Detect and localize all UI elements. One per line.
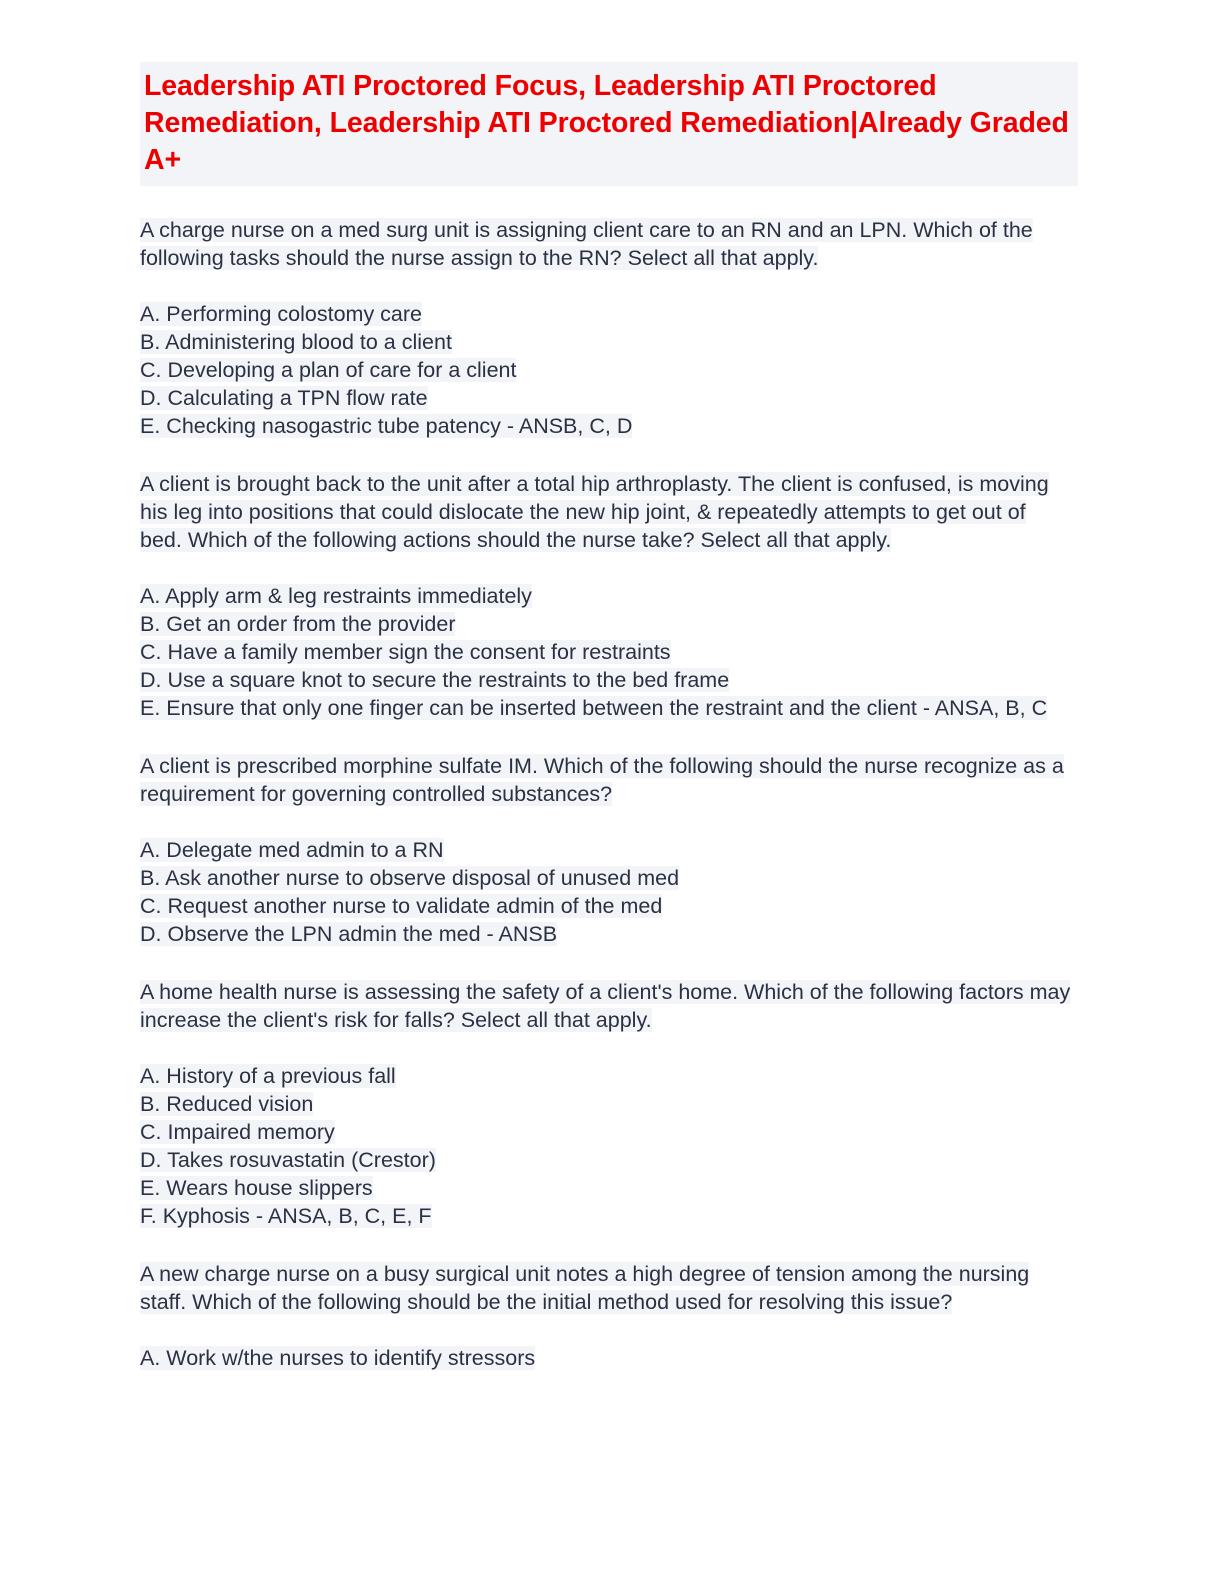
- question-stem-text: A home health nurse is assessing the safety of a client's home. Which of the following factors may increase the client's risk for falls? Select all that apply.: [140, 980, 1071, 1032]
- list-item: [140, 610, 1072, 638]
- option-text: C. Developing a plan of care for a client: [140, 358, 517, 382]
- option-text: A. History of a previous fall: [140, 1064, 396, 1088]
- option-text: D. Takes rosuvastatin (Crestor): [140, 1148, 436, 1172]
- option-text: B. Administering blood to a client: [140, 330, 452, 354]
- option-list: [140, 582, 1080, 722]
- option-list: [140, 300, 1080, 440]
- list-item: [140, 1344, 1072, 1372]
- list-item: [140, 412, 1072, 440]
- option-text: B. Ask another nurse to observe disposal of unused med: [140, 866, 680, 890]
- question-stem-text: A client is prescribed morphine sulfate IM. Which of the following should the nurse recognize as a requirement for governing controlled substances?: [140, 754, 1064, 806]
- question-stem: [140, 470, 1072, 554]
- list-item: [140, 638, 1072, 666]
- list-item: [140, 892, 1072, 920]
- question-block: [140, 216, 1080, 440]
- list-item: [140, 300, 1072, 328]
- question-stem-text: A charge nurse on a med surg unit is assigning client care to an RN and an LPN. Which of the following tasks should the nurse assign to the RN? Select all that apply.: [140, 218, 1033, 270]
- option-text: F. Kyphosis - ANSA, B, C, E, F: [140, 1204, 432, 1228]
- question-block: [140, 978, 1080, 1230]
- list-item: [140, 920, 1072, 948]
- list-item: [140, 666, 1072, 694]
- option-text: A. Delegate med admin to a RN: [140, 838, 444, 862]
- list-item: [140, 582, 1072, 610]
- page-title: Leadership ATI Proctored Focus, Leadership ATI Proctored Remediation, Leadership ATI Proctored Remediation|Already Graded A+: [140, 62, 1078, 186]
- question-stem: [140, 1260, 1072, 1316]
- option-list: [140, 1344, 1080, 1372]
- option-text: C. Request another nurse to validate admin of the med: [140, 894, 663, 918]
- option-text: C. Impaired memory: [140, 1120, 335, 1144]
- option-text: B. Get an order from the provider: [140, 612, 456, 636]
- list-item: [140, 1062, 1072, 1090]
- question-stem-text: A client is brought back to the unit after a total hip arthroplasty. The client is confused, is moving his leg into positions that could dislocate the new hip joint, & repeatedly attempts to get out of bed. Which of the following actions should the nurse take? Select all that apply.: [140, 472, 1049, 552]
- option-list: [140, 836, 1080, 948]
- option-text: A. Apply arm & leg restraints immediately: [140, 584, 532, 608]
- option-list: [140, 1062, 1080, 1230]
- question-block: [140, 1260, 1080, 1372]
- list-item: [140, 1146, 1072, 1174]
- option-text: E. Checking nasogastric tube patency - ANSB, C, D: [140, 414, 633, 438]
- list-item: [140, 356, 1072, 384]
- question-stem: [140, 752, 1072, 808]
- option-text: C. Have a family member sign the consent for restraints: [140, 640, 671, 664]
- question-stem: [140, 216, 1072, 272]
- list-item: [140, 328, 1072, 356]
- list-item: [140, 1118, 1072, 1146]
- option-text: A. Work w/the nurses to identify stressors: [140, 1346, 536, 1370]
- list-item: [140, 1174, 1072, 1202]
- option-text: E. Ensure that only one finger can be inserted between the restraint and the client - ANSA, B, C: [140, 696, 1048, 720]
- option-text: E. Wears house slippers: [140, 1176, 373, 1200]
- list-item: [140, 1090, 1072, 1118]
- option-text: B. Reduced vision: [140, 1092, 314, 1116]
- question-block: [140, 470, 1080, 722]
- question-stem-text: A new charge nurse on a busy surgical unit notes a high degree of tension among the nursing staff. Which of the following should be the initial method used for resolving this issue?: [140, 1262, 1030, 1314]
- option-text: D. Observe the LPN admin the med - ANSB: [140, 922, 558, 946]
- document-content: [140, 62, 1080, 1372]
- list-item: [140, 694, 1072, 722]
- list-item: [140, 1202, 1072, 1230]
- question-block: [140, 752, 1080, 948]
- list-item: [140, 836, 1072, 864]
- list-item: [140, 864, 1072, 892]
- list-item: [140, 384, 1072, 412]
- option-text: D. Use a square knot to secure the restraints to the bed frame: [140, 668, 730, 692]
- option-text: D. Calculating a TPN flow rate: [140, 386, 428, 410]
- question-stem: [140, 978, 1072, 1034]
- option-text: A. Performing colostomy care: [140, 302, 422, 326]
